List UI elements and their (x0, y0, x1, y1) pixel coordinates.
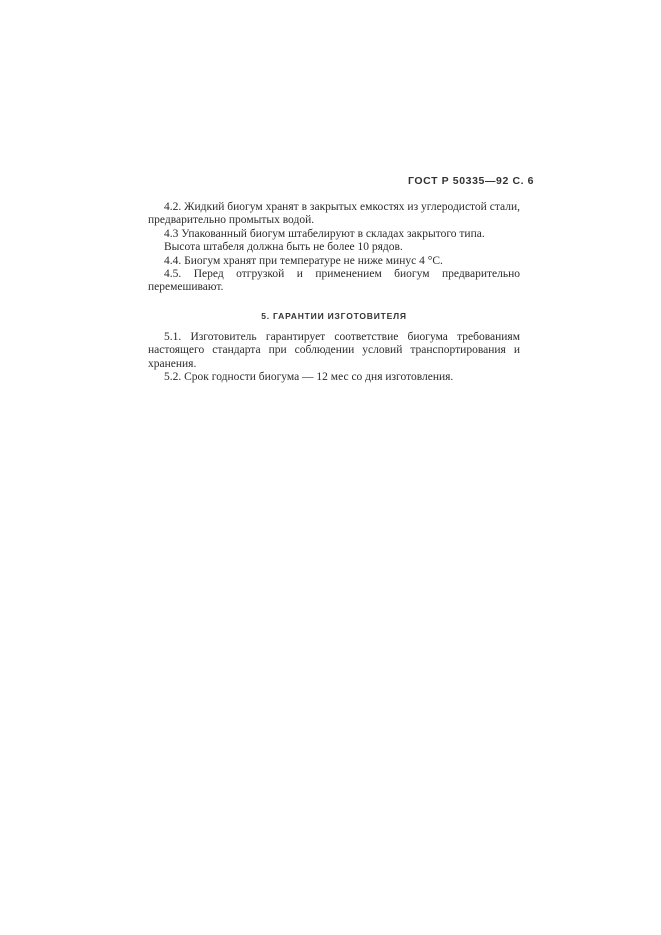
paragraph-4-3: 4.3 Упакованный биогум штабелируют в складах закрытого типа. (164, 227, 485, 240)
paragraph-4-2: 4.2. Жидкий биогум хранят в закрытых емкостях из углеродистой стали, предварительно промытых водой. (148, 201, 520, 227)
section-4-body (148, 201, 520, 295)
paragraph-5-1: 5.1. Изготовитель гарантирует соответствие биогума требованиям настоящего стандарта при соблюдении условий транспортирования и хранения. (148, 331, 520, 370)
paragraph-5-2: 5.2. Срок годности биогума — 12 мес со дня изготовления. (164, 371, 454, 384)
paragraph-4-4: 4.4. Биогум хранят при температуре не ниже минус 4 °C. (164, 254, 443, 267)
paragraph-stack-height: Высота штабеля должна быть не более 10 рядов. (164, 241, 403, 254)
paragraph-4-5: 4.5. Перед отгрузкой и применением биогум предварительно перемешивают. (148, 268, 520, 294)
section-5-body (148, 331, 520, 385)
section-5-title: 5. ГАРАНТИИ ИЗГОТОВИТЕЛЯ (261, 311, 407, 321)
page-header-doc-ref: ГОСТ Р 50335—92 С. 6 (408, 175, 535, 187)
